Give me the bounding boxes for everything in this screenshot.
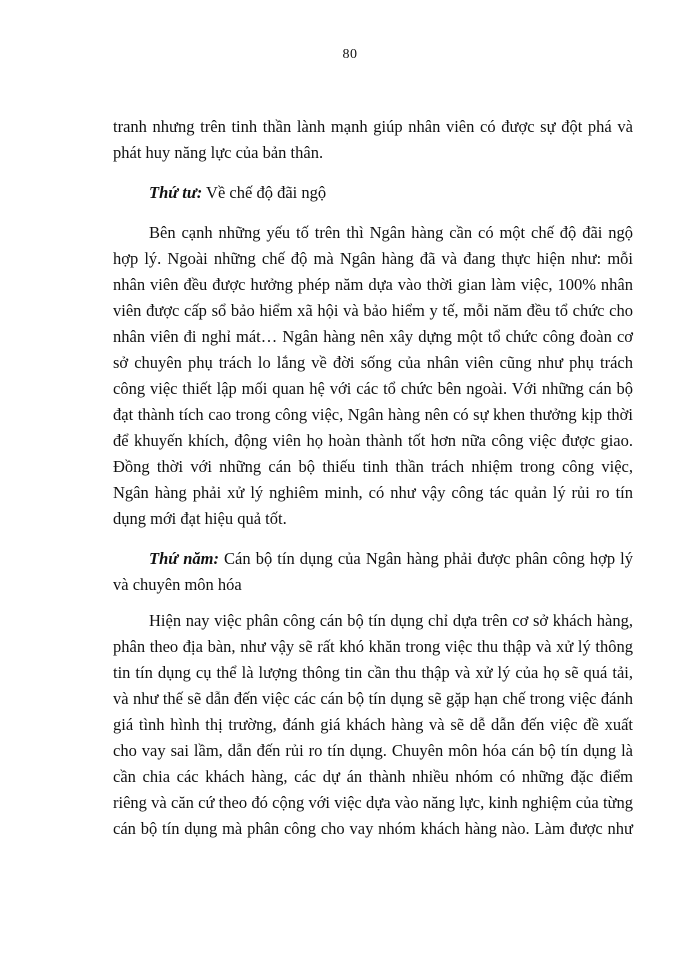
text-line: sở chuyên phụ trách lo lắng về đời sống của nhân viên cũng như phụ trách <box>113 353 633 372</box>
text-line: Đồng thời với những cán bộ thiếu tinh thần trách nhiệm trong công việc, <box>113 457 633 476</box>
text-line: nhân viên đi nghỉ mát… Ngân hàng nên xây dựng một tổ chức công đoàn cơ <box>113 327 633 346</box>
text-line: và như thế sẽ dẫn đến việc các cán bộ tín dụng sẽ gặp hạn chế trong việc đánh <box>113 689 633 708</box>
section-label: Thứ tư: <box>149 183 203 202</box>
text-line: dụng mới đạt hiệu quả tốt. <box>113 509 287 528</box>
text-line: công việc thiết lập mối quan hệ với các tổ chức bên ngoài. Với những cán bộ <box>113 379 633 398</box>
text-line: phân theo địa bàn, như vậy sẽ rất khó khăn trong việc thu thập và xử lý thông <box>113 637 633 656</box>
text-line: cần chia các khách hàng, các dự án thành nhiều nhóm có những đặc điểm <box>113 767 633 786</box>
paragraph-compensation <box>113 220 633 532</box>
text-line: hợp lý. Ngoài những chế độ mà Ngân hàng đã và đang thực hiện như: mỗi <box>113 249 633 268</box>
section-label: Thứ năm: <box>149 549 219 568</box>
text-line: phát huy năng lực của bản thân. <box>113 143 324 162</box>
section-title: Về chế độ đãi ngộ <box>202 183 327 202</box>
text-line: Hiện nay việc phân công cán bộ tín dụng chỉ dựa trên cơ sở khách hàng, <box>149 611 633 630</box>
text-line: cán bộ tín dụng mà phân công cho vay nhóm khách hàng nào. Làm được như <box>113 819 633 838</box>
text-line: Bên cạnh những yếu tố trên thì Ngân hàng cần có một chế độ đãi ngộ <box>149 223 633 242</box>
section-heading-5 <box>113 546 633 598</box>
section-heading-4 <box>113 180 633 206</box>
text-line: cho vay sai lầm, dẫn đến rủi ro tín dụng. Chuyên môn hóa cán bộ tín dụng là <box>113 741 633 760</box>
text-line: tin tín dụng cụ thể là lượng thông tin cần thu thập và xử lý của họ sẽ quá tải, <box>113 663 633 682</box>
text-line: giá tình hình thị trường, đánh giá khách hàng và sẽ dễ dẫn đến việc đề xuất <box>113 715 633 734</box>
text-line: nhân viên đều được hưởng phép năm dựa vào thời gian làm việc, 100% nhân <box>113 275 633 294</box>
text-line: tranh nhưng trên tinh thần lành mạnh giúp nhân viên có được sự đột phá và <box>113 117 633 136</box>
paragraph-continuation <box>113 114 633 166</box>
page-number: 80 <box>342 47 358 62</box>
text-line: đạt thành tích cao trong công việc, Ngân hàng nên có sự khen thưởng kịp thời <box>113 405 633 424</box>
text-line: và chuyên môn hóa <box>113 575 242 594</box>
page-body <box>113 114 633 842</box>
text-line: viên được cấp sổ bảo hiểm xã hội và bảo hiểm y tế, mỗi năm đều tổ chức cho <box>113 301 633 320</box>
text-line: Ngân hàng phải xử lý nghiêm minh, có như vậy công tác quản lý rủi ro tín <box>113 483 633 502</box>
text-line <box>113 546 633 572</box>
paragraph-specialization <box>113 608 633 842</box>
section-title: Cán bộ tín dụng của Ngân hàng phải được phân công hợp lý <box>218 549 633 568</box>
text-line: riêng và căn cứ theo đó cộng với việc dựa vào năng lực, kinh nghiệm của từng <box>113 793 633 812</box>
text-line: để khuyến khích, động viên họ hoàn thành tốt hơn nữa công việc được giao. <box>113 431 633 450</box>
